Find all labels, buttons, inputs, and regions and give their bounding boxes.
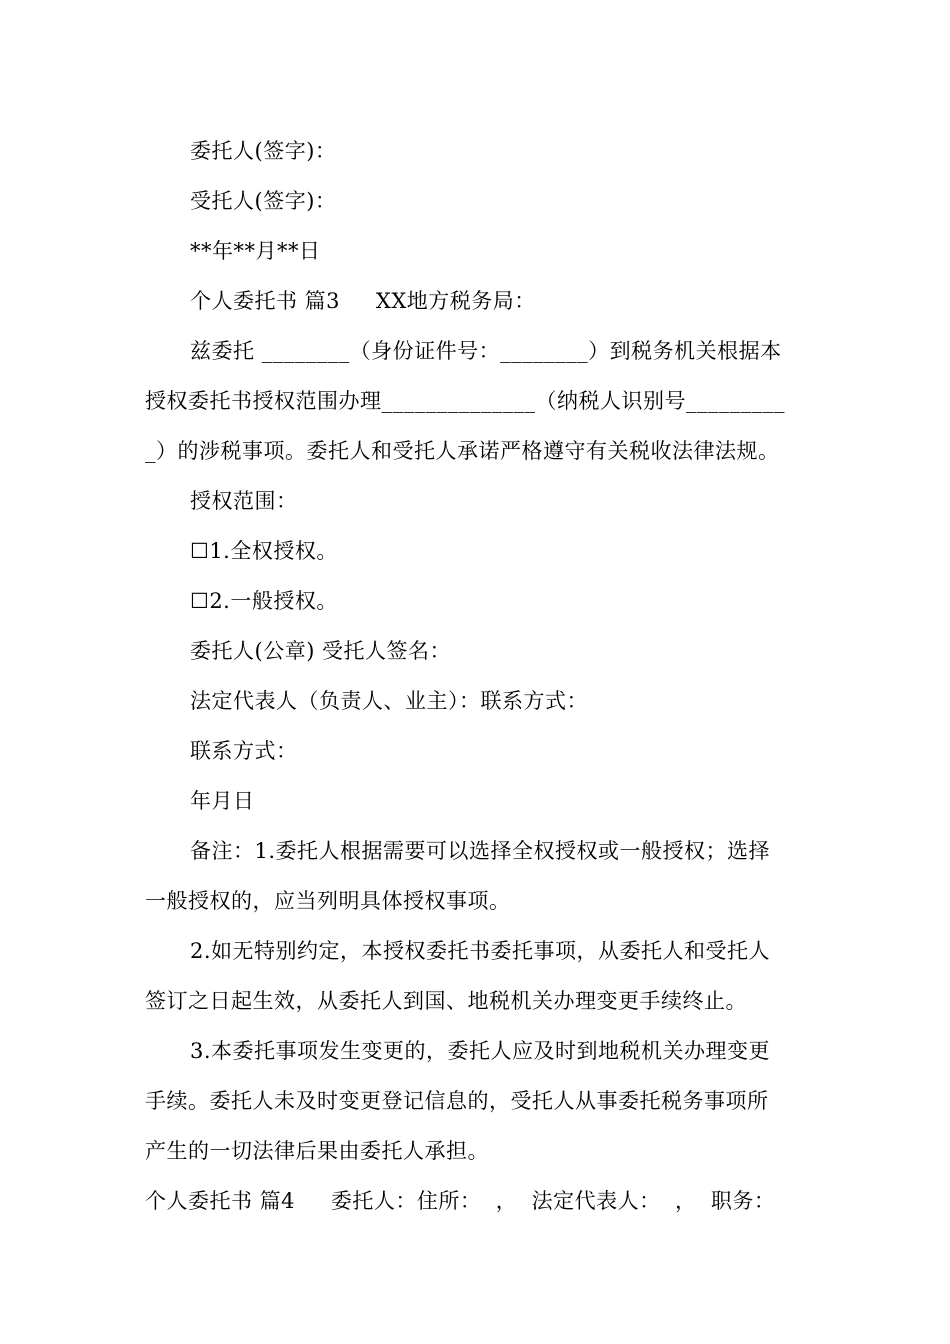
body-paragraph-line: 兹委托 ________（身份证件号：________）到税务机关根据本 <box>190 339 782 363</box>
general-authorization-option: ☐2.一般授权。 <box>190 589 338 613</box>
note-line: 备注：1.委托人根据需要可以选择全权授权或一般授权；选择 <box>190 839 771 863</box>
section-heading-4: 个人委托书 篇4 委托人：住所： ， 法定代表人： ， 职务： <box>145 1189 776 1213</box>
section-heading-3: 个人委托书 篇3 XX地方税务局： <box>190 289 536 313</box>
note-line: 产生的一切法律后果由委托人承担。 <box>145 1139 489 1163</box>
full-authorization-option: ☐1.全权授权。 <box>190 539 338 563</box>
agent-signature-line: 受托人(签字)： <box>190 189 337 213</box>
note-line: 手续。委托人未及时变更登记信息的，受托人从事委托税务事项所 <box>145 1089 769 1113</box>
body-paragraph-line: 授权委托书授权范围办理______________（纳税人识别号_________ <box>145 389 785 413</box>
date-line: **年**月**日 <box>190 239 321 263</box>
note-line: 一般授权的，应当列明具体授权事项。 <box>145 889 511 913</box>
legal-representative-line: 法定代表人（负责人、业主）：联系方式： <box>190 689 588 713</box>
date-line: 年月日 <box>190 789 255 813</box>
note-line: 签订之日起生效，从委托人到国、地税机关办理变更手续终止。 <box>145 989 747 1013</box>
note-line: 3.本委托事项发生变更的，委托人应及时到地税机关办理变更 <box>190 1039 771 1063</box>
contact-line: 联系方式： <box>190 739 298 763</box>
body-paragraph-line: _）的涉税事项。委托人和受托人承诺严格遵守有关税收法律法规。 <box>145 439 780 463</box>
principal-signature-line: 委托人(签字)： <box>190 139 337 163</box>
note-line: 2.如无特别约定，本授权委托书委托事项，从委托人和受托人 <box>190 939 771 963</box>
seal-signature-line: 委托人(公章) 受托人签名： <box>190 639 452 663</box>
authorization-scope-label: 授权范围： <box>190 489 298 513</box>
